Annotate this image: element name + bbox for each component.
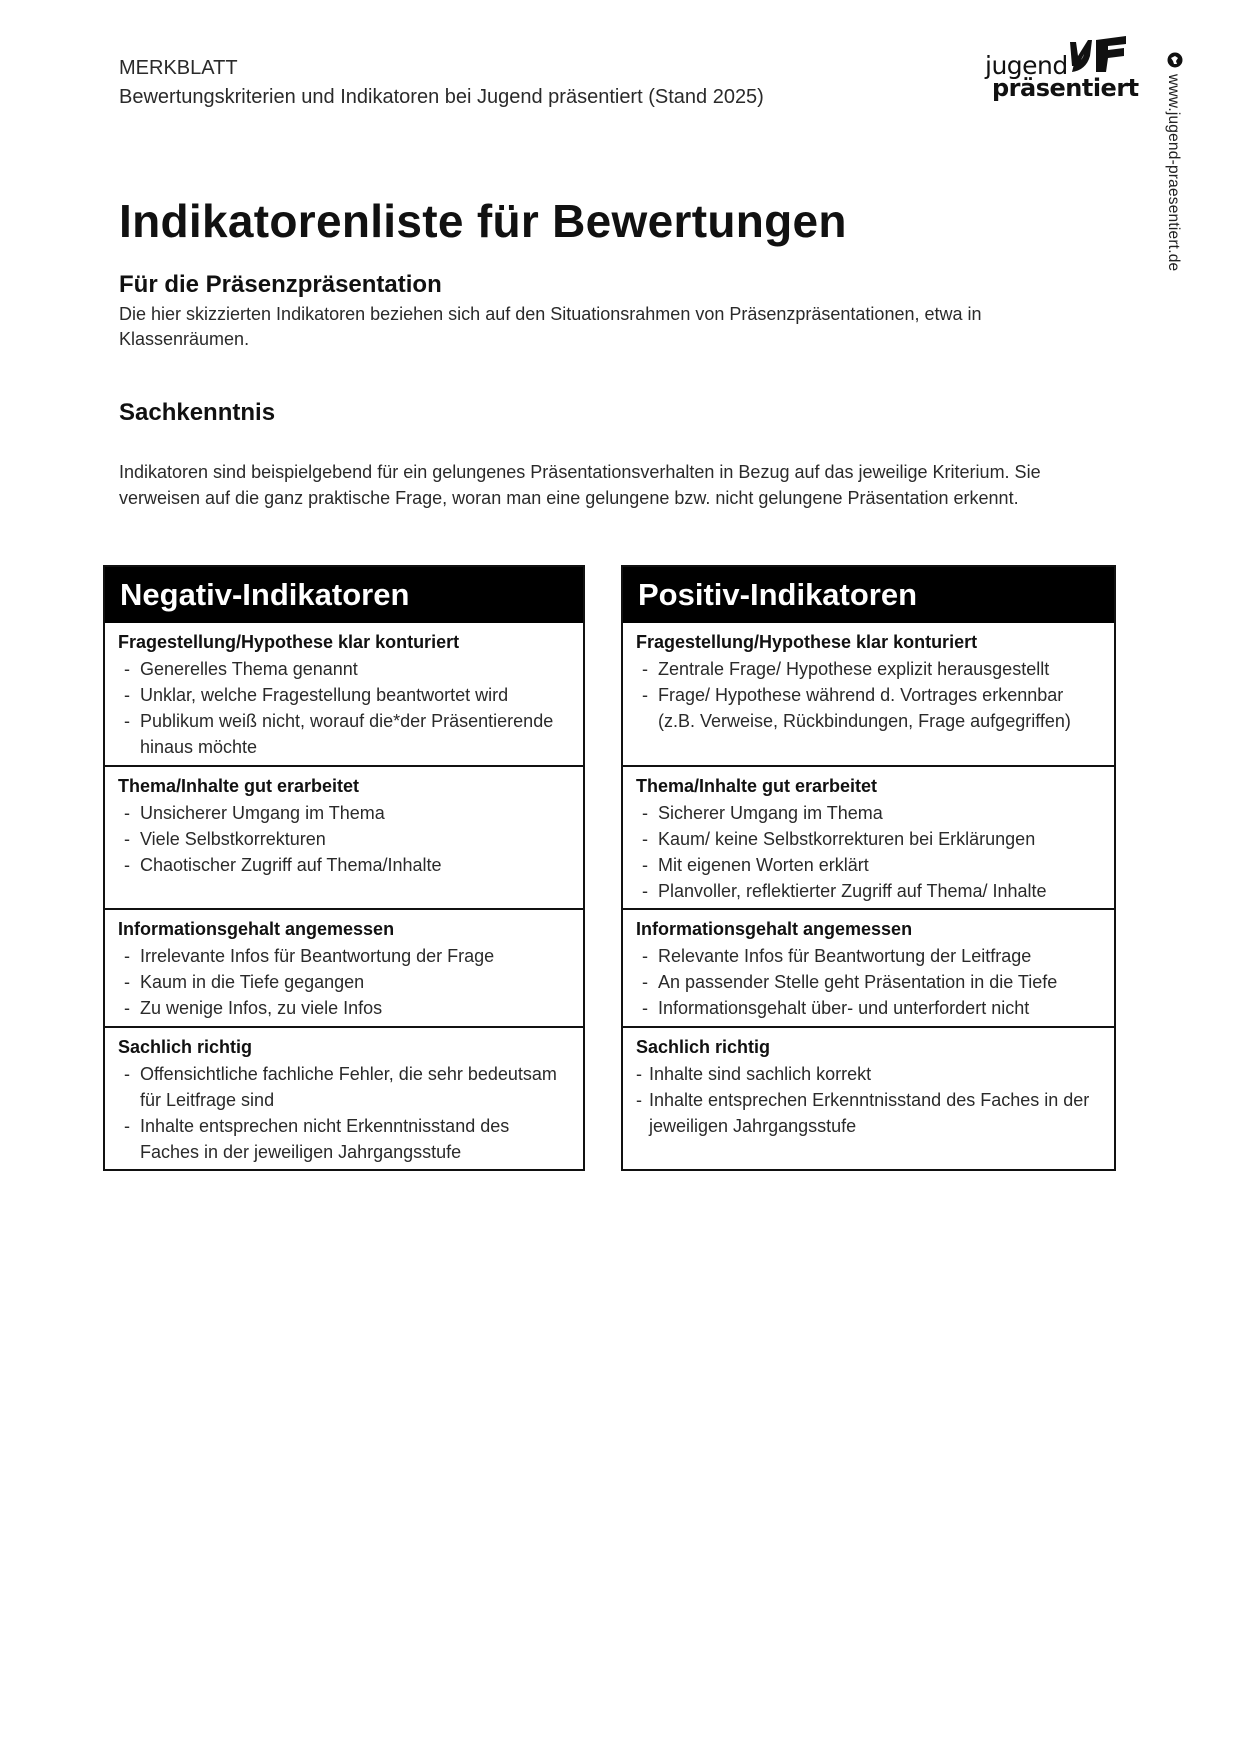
indicator-item: - Irrelevante Infos für Beantwortung der Frage: [118, 943, 573, 969]
indicator-item: - Sicherer Umgang im Thema: [636, 800, 1104, 826]
indicator-item: - Unklar, welche Fragestellung beantwortet wird: [118, 682, 573, 708]
indicator-item: - Inhalte entsprechen nicht Erkenntnisstand des Faches in der jeweiligen Jahrgangsstufe: [118, 1113, 573, 1165]
header-kicker: MERKBLATT: [119, 57, 238, 79]
negative-criterion: [105, 765, 583, 908]
positive-heading: Positiv-Indikatoren: [623, 567, 1114, 623]
document-header: [119, 54, 764, 112]
indicator-item: - Inhalte sind sachlich korrekt: [636, 1061, 1104, 1087]
criterion-title: Fragestellung/Hypothese klar konturiert: [636, 632, 978, 652]
side-website: [1164, 52, 1190, 272]
criterion-title: Sachlich richtig: [636, 1037, 771, 1057]
positive-indicators-table: [621, 565, 1116, 1171]
subtitle: Für die Präsenzpräsentation: [119, 271, 442, 298]
positive-criterion: [623, 908, 1114, 1026]
negative-criterion: [105, 623, 583, 765]
indicator-item: - Relevante Infos für Beantwortung der Leitfrage: [636, 943, 1104, 969]
indicator-item: - Frage/ Hypothese während d. Vortrages erkennbar (z.B. Verweise, Rückbindungen, Frage aufgegriffen): [636, 682, 1104, 734]
indicator-item: - Kaum/ keine Selbstkorrekturen bei Erklärungen: [636, 826, 1104, 852]
negative-criterion: [105, 1026, 583, 1169]
indicator-item: - Kaum in die Tiefe gegangen: [118, 969, 573, 995]
criterion-title: Thema/Inhalte gut erarbeitet: [636, 776, 878, 796]
indicator-item: - Offensichtliche fachliche Fehler, die sehr bedeutsam für Leitfrage sind: [118, 1061, 573, 1113]
logo-word-jugend: jugend: [985, 51, 1068, 80]
positive-criterion: [623, 623, 1114, 765]
logo-word-praesentiert: präsentiert: [992, 74, 1139, 102]
logo-mark-icon: [1068, 32, 1130, 76]
indicator-item: - An passender Stelle geht Präsentation in die Tiefe: [636, 969, 1104, 995]
indicator-item: - Informationsgehalt über- und unterfordert nicht: [636, 995, 1104, 1021]
criterion-title: Informationsgehalt angemessen: [118, 919, 395, 939]
positive-criterion: [623, 1026, 1114, 1169]
criterion-title: Fragestellung/Hypothese klar konturiert: [118, 632, 460, 652]
criterion-title: Informationsgehalt angemessen: [636, 919, 913, 939]
indicator-item: - Generelles Thema genannt: [118, 656, 573, 682]
indicator-item: - Zentrale Frage/ Hypothese explizit herausgestellt: [636, 656, 1104, 682]
indicator-item: - Zu wenige Infos, zu viele Infos: [118, 995, 573, 1021]
indicator-item: - Publikum weiß nicht, worauf die*der Präsentierende hinaus möchte: [118, 708, 573, 760]
criterion-title: Sachlich richtig: [118, 1037, 253, 1057]
website-url: www.jugend-praesentiert.de: [1165, 74, 1182, 272]
section-heading: Sachkenntnis: [119, 399, 276, 426]
criterion-title: Thema/Inhalte gut erarbeitet: [118, 776, 360, 796]
page-title: Indikatorenliste für Bewertungen: [119, 195, 847, 247]
positive-criterion: [623, 765, 1114, 908]
negative-heading: Negativ-Indikatoren: [105, 567, 583, 623]
header-doc-title: Bewertungskriterien und Indikatoren bei Jugend präsentiert (Stand 2025): [119, 86, 764, 108]
indicator-item: - Unsicherer Umgang im Thema: [118, 800, 573, 826]
indicator-item: - Mit eigenen Worten erklärt: [636, 852, 1104, 878]
indicator-item: - Inhalte entsprechen Erkenntnisstand des Faches in der jeweiligen Jahrgangsstufe: [636, 1087, 1104, 1139]
description-text: Indikatoren sind beispielgebend für ein gelungenes Präsentationsverhalten in Bezug auf das jeweilige Kriterium. Sie verweisen auf die ganz praktische Frage, woran man eine gelungene bzw. nicht gelungene Präsentation erkennt.: [119, 462, 1041, 508]
indicator-item: - Planvoller, reflektierter Zugriff auf Thema/ Inhalte: [636, 878, 1104, 904]
jugend-praesentiert-logo: [982, 32, 1139, 106]
indicator-item: - Viele Selbstkorrekturen: [118, 826, 573, 852]
negative-criterion: [105, 908, 583, 1026]
indicator-item: - Chaotischer Zugriff auf Thema/Inhalte: [118, 852, 573, 878]
intro-text: Die hier skizzierten Indikatoren beziehen sich auf den Situationsrahmen von Präsenzpräsentationen, etwa in Klassenräumen.: [119, 304, 982, 349]
negative-indicators-table: [103, 565, 585, 1171]
globe-icon: [1167, 52, 1183, 68]
